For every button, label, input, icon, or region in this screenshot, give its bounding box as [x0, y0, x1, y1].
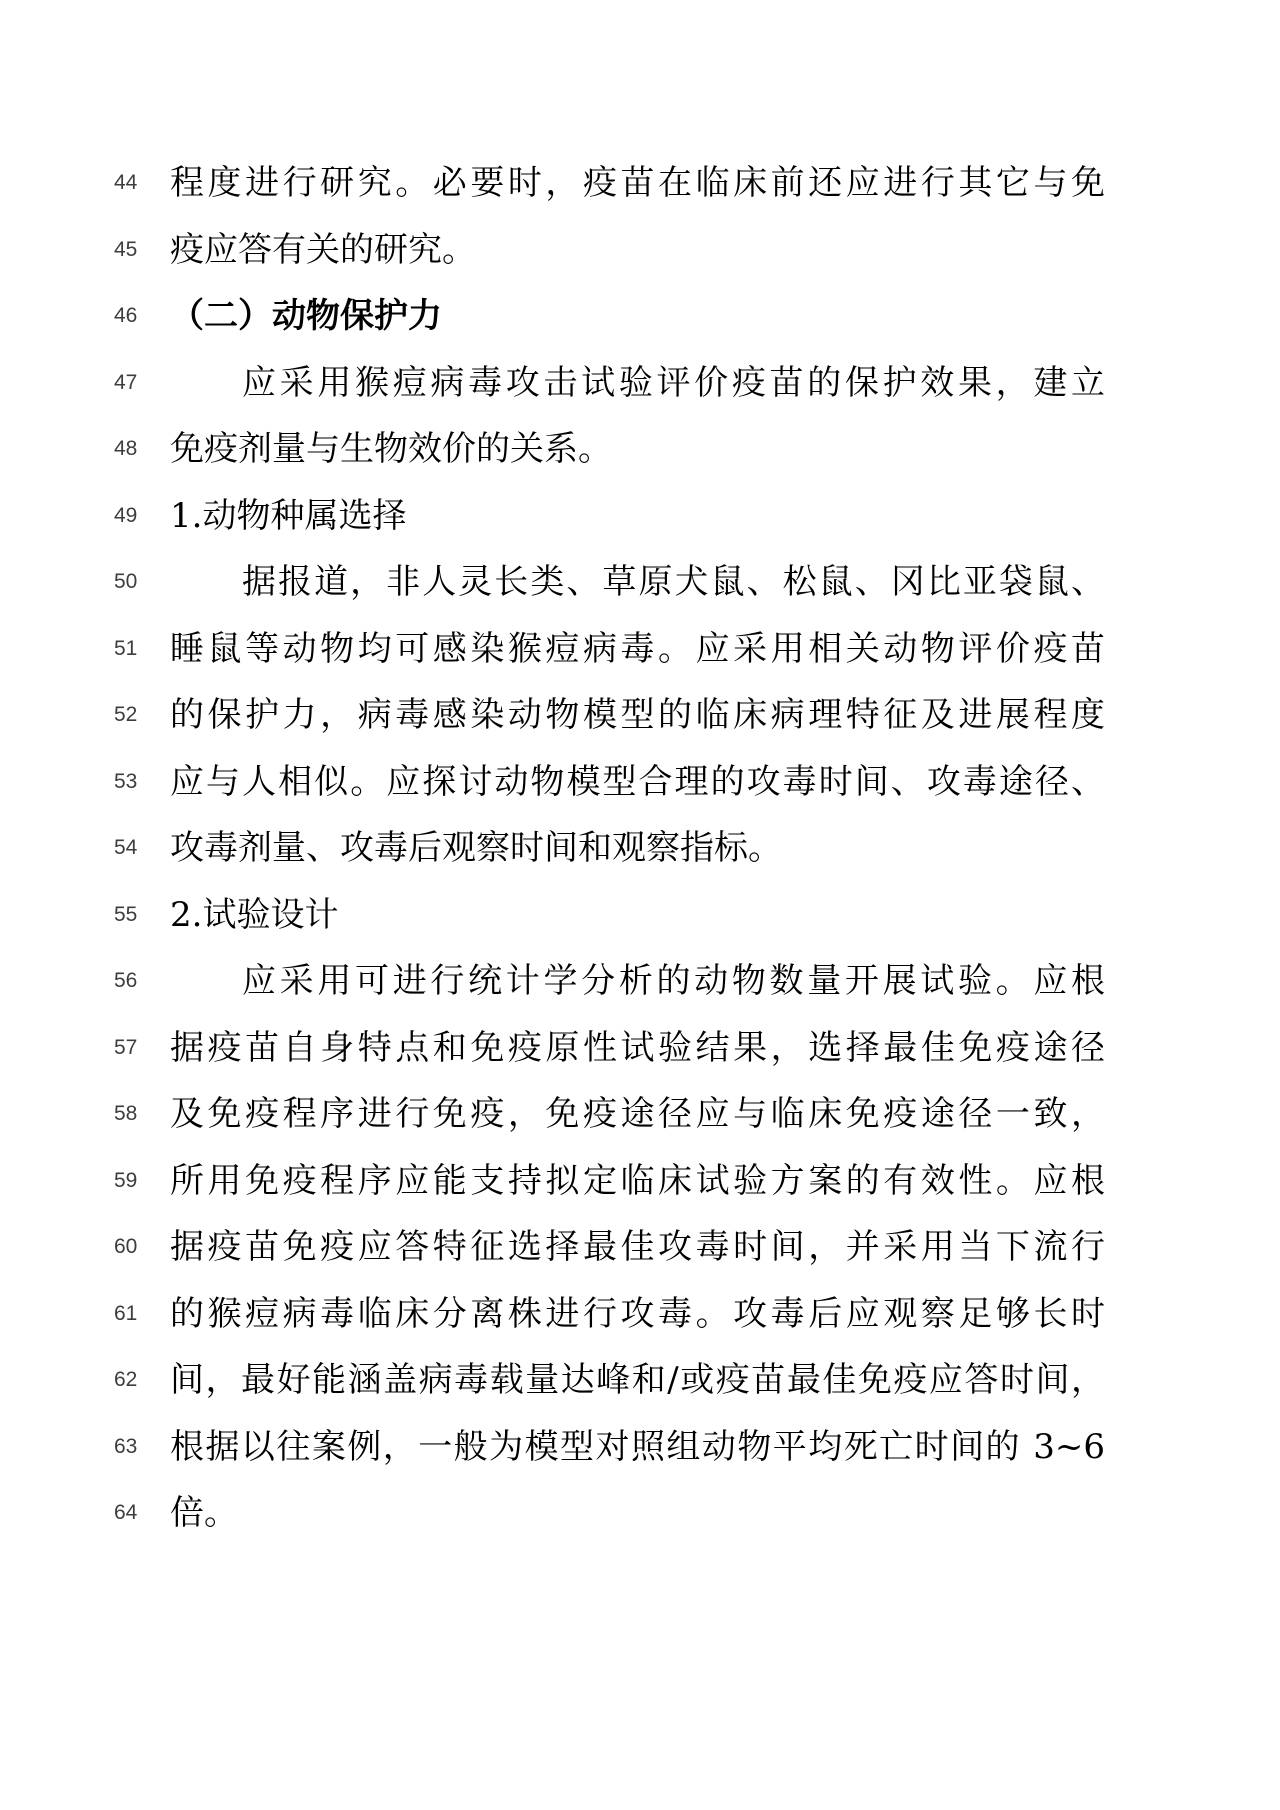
line-number: 55 — [114, 902, 138, 926]
line-number: 53 — [114, 769, 138, 793]
document-line — [0, 815, 1280, 882]
line-number: 46 — [114, 304, 138, 328]
document-line — [0, 948, 1280, 1015]
line-text: 据疫苗免疫应答特征选择最佳攻毒时间，并采用当下流行 — [170, 1227, 1105, 1267]
document-line — [0, 616, 1280, 683]
line-number: 52 — [114, 703, 138, 727]
line-text: 倍。 — [170, 1493, 238, 1533]
line-text: 所用免疫程序应能支持拟定临床试验方案的有效性。应根 — [170, 1160, 1105, 1201]
line-text: 及免疫程序进行免疫，免疫途径应与临床免疫途径一致， — [170, 1094, 1105, 1134]
line-text: 据报道，非人灵长类、草原犬鼠、松鼠、冈比亚袋鼠、 — [242, 562, 1105, 602]
document-body — [0, 150, 1280, 1547]
document-line — [0, 1480, 1280, 1547]
line-text: 的猴痘病毒临床分离株进行攻毒。攻毒后应观察足够长时 — [170, 1293, 1105, 1334]
line-text: 的保护力，病毒感染动物模型的临床病理特征及进展程度 — [170, 695, 1105, 735]
line-number: 44 — [114, 171, 138, 195]
line-number: 51 — [114, 636, 138, 660]
line-text: 应采用可进行统计学分析的动物数量开展试验。应根 — [242, 961, 1105, 1001]
document-line — [0, 283, 1280, 350]
document-line — [0, 682, 1280, 749]
line-text: 1.动物种属选择 — [170, 495, 407, 536]
line-text: 据疫苗自身特点和免疫原性试验结果，选择最佳免疫途径 — [170, 1027, 1105, 1068]
document-line — [0, 1281, 1280, 1348]
line-number: 62 — [114, 1368, 138, 1392]
document-line — [0, 483, 1280, 550]
line-number: 48 — [114, 437, 138, 461]
document-line — [0, 1414, 1280, 1481]
line-text: 疫应答有关的研究。 — [170, 229, 476, 270]
document-line — [0, 1347, 1280, 1414]
line-text: 应采用猴痘病毒攻击试验评价疫苗的保护效果，建立 — [242, 362, 1105, 403]
line-number: 61 — [114, 1301, 138, 1325]
line-number: 59 — [114, 1168, 138, 1192]
line-text: 2.试验设计 — [170, 894, 339, 935]
line-number: 58 — [114, 1102, 138, 1126]
document-line — [0, 549, 1280, 616]
line-text: 间，最好能涵盖病毒载量达峰和/或疫苗最佳免疫应答时间， — [170, 1360, 1105, 1400]
line-number: 57 — [114, 1035, 138, 1059]
document-line — [0, 1081, 1280, 1148]
document-line — [0, 749, 1280, 816]
line-number: 60 — [114, 1235, 138, 1259]
document-line — [0, 350, 1280, 417]
line-number: 63 — [114, 1434, 138, 1458]
line-text: 程度进行研究。必要时，疫苗在临床前还应进行其它与免 — [170, 163, 1105, 203]
document-line — [0, 882, 1280, 949]
document-line — [0, 217, 1280, 284]
line-text: 睡鼠等动物均可感染猴痘病毒。应采用相关动物评价疫苗 — [170, 628, 1105, 669]
document-line — [0, 1214, 1280, 1281]
line-number: 56 — [114, 969, 138, 993]
line-number: 45 — [114, 237, 138, 261]
line-number: 49 — [114, 503, 138, 527]
document-line — [0, 150, 1280, 217]
document-line — [0, 1015, 1280, 1082]
line-text: 根据以往案例，一般为模型对照组动物平均死亡时间的 3~6 — [170, 1426, 1105, 1467]
line-text: （二）动物保护力 — [170, 296, 442, 336]
line-number: 50 — [114, 570, 138, 594]
line-number: 64 — [114, 1501, 138, 1525]
line-text: 应与人相似。应探讨动物模型合理的攻毒时间、攻毒途径、 — [170, 761, 1105, 802]
line-number: 54 — [114, 836, 138, 860]
line-number: 47 — [114, 370, 138, 394]
line-text: 免疫剂量与生物效价的关系。 — [170, 429, 612, 469]
line-text: 攻毒剂量、攻毒后观察时间和观察指标。 — [170, 828, 782, 868]
document-line — [0, 416, 1280, 483]
document-line — [0, 1148, 1280, 1215]
